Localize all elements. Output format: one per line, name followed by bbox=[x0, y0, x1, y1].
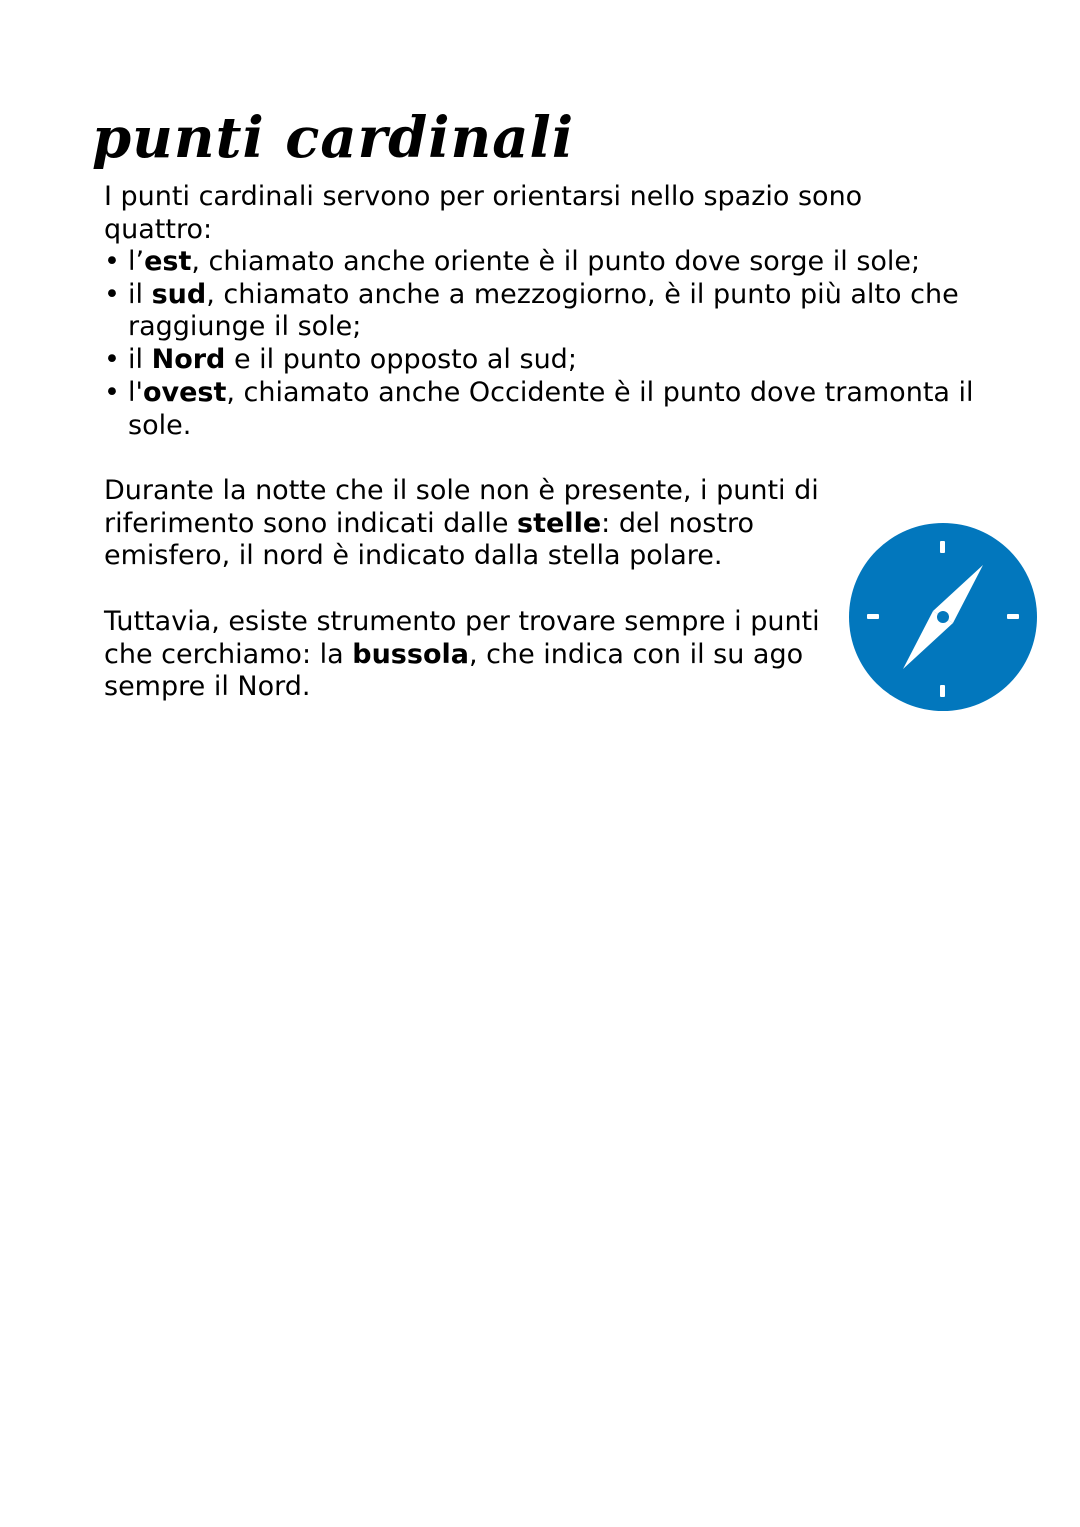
list-item-term: sud bbox=[151, 278, 207, 310]
intro-text: I punti cardinali servono per orientarsi nello spazio sono quattro: bbox=[104, 181, 863, 245]
list-item-nord bbox=[104, 344, 1004, 377]
list-item-text: , chiamato anche Occidente è il punto dove tramonta il sole. bbox=[128, 376, 974, 441]
list-item-pre: il bbox=[128, 344, 152, 376]
paragraph-term: bussola bbox=[352, 638, 469, 670]
list-item-text: , chiamato anche a mezzogiorno, è il punto più alto che raggiunge il sole; bbox=[128, 278, 959, 343]
paragraph-compass bbox=[104, 606, 824, 704]
list-item-text: , chiamato anche oriente è il punto dove sorge il sole; bbox=[191, 246, 921, 277]
list-item-term: Nord bbox=[151, 344, 226, 376]
paragraph-text: , che indica con il su ago sempre il Nord. bbox=[104, 638, 804, 703]
compass-icon bbox=[849, 523, 1037, 711]
page-title: punti cardinali bbox=[92, 105, 575, 171]
list-item-pre: il bbox=[128, 278, 152, 310]
paragraph-text: Tuttavia, esiste strumento per trovare sempre i punti che cerchiamo: la bbox=[104, 606, 820, 670]
list-item-term: ovest bbox=[142, 376, 227, 408]
list-item-term: est bbox=[144, 246, 192, 277]
paragraph-text: : del nostro emisfero, il nord è indicato dalla stella polare. bbox=[104, 507, 754, 572]
paragraph-term: stelle bbox=[517, 507, 602, 539]
list-item-ovest bbox=[104, 377, 1004, 442]
list-item-pre: l’ bbox=[128, 246, 145, 277]
cardinal-points-list bbox=[104, 246, 1004, 442]
list-item-text: e il punto opposto al sud; bbox=[225, 344, 577, 376]
paragraph-stars bbox=[104, 475, 864, 573]
paragraph-text: Durante la notte che il sole non è presente, i punti di riferimento sono indicati dalle bbox=[104, 475, 819, 539]
list-item-pre: l' bbox=[128, 376, 143, 408]
list-item-sud bbox=[104, 279, 1004, 344]
list-item-est bbox=[104, 246, 1004, 279]
